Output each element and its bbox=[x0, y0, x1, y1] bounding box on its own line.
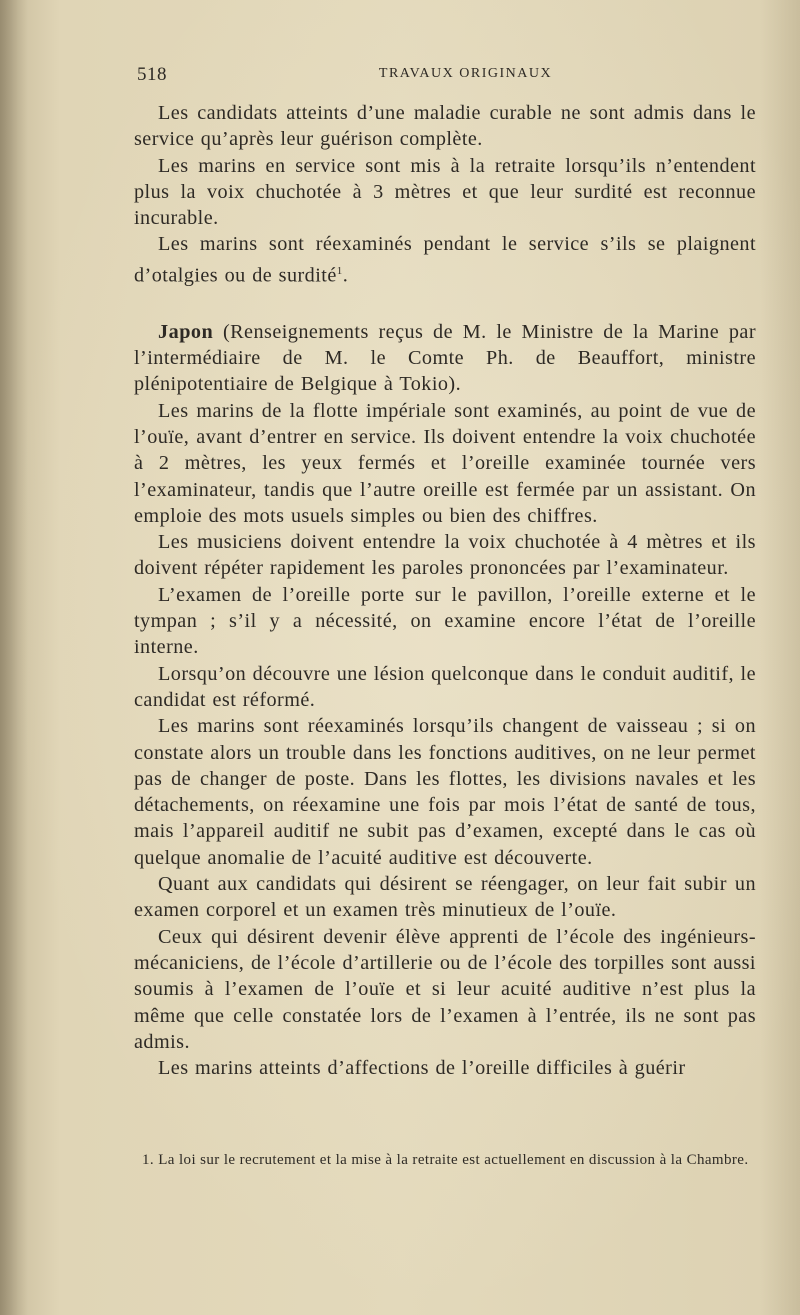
page-number: 518 bbox=[137, 64, 167, 85]
section-heading: Japon bbox=[158, 320, 214, 343]
footnote bbox=[134, 1151, 756, 1170]
running-title: TRAVAUX ORIGINAUX bbox=[378, 66, 553, 81]
paragraph: Les marins atteints d’affections de l’oreille difficiles à guérir bbox=[158, 1057, 686, 1080]
paragraph: Les candidats atteints d’une maladie curable ne sont admis dans le service qu’après leur guérison complète. bbox=[134, 102, 756, 151]
paragraph: Lorsqu’on découvre une lésion quelconque dans le conduit auditif, le candidat est réformé. bbox=[134, 662, 756, 711]
page-header bbox=[137, 64, 754, 90]
paragraph-text: Les marins sont réexaminés pendant le service s’ils se plaignent d’otalgies ou de surdité bbox=[134, 233, 756, 287]
body-text bbox=[134, 100, 756, 1081]
footnote-reference: 1 bbox=[336, 264, 343, 277]
paragraph: Ceux qui désirent devenir élève apprenti de l’école des ingénieurs-mécaniciens, de l’école d’artillerie ou de l’école des torpilles sont aussi soumis à l’examen de l’ouïe et si leur acuité auditive n’est plus la même que celle constatée lors de l’examen à l’entrée, ils ne sont pas admis. bbox=[134, 925, 756, 1053]
paragraph-japon bbox=[134, 319, 756, 398]
paragraph: Quant aux candidats qui désirent se réengager, on leur fait subir un examen corporel et un examen très minutieux de l’ouïe. bbox=[134, 873, 756, 922]
paragraph: Les marins de la flotte impériale sont examinés, au point de vue de l’ouïe, avant d’entrer en service. Ils doivent entendre la voix chuchotée à 2 mètres, les yeux fermés et l’oreille examinée tournée vers l’examinateur, tandis que l’autre oreille est fermée par un assistant. On emploie des mots usuels simples ou bien des chiffres. bbox=[134, 399, 756, 527]
footnote-number: 1. bbox=[142, 1152, 155, 1168]
paragraph: Les marins en service sont mis à la retraite lorsqu’ils n’entendent plus la voix chuchotée à 3 mètres et que leur surdité est reconnue incurable. bbox=[134, 154, 756, 230]
paragraph-text: (Renseignements reçus de M. le Ministre de la Marine par l’intermédiaire de M. le Comte Ph. de Beauffort, ministre plénipotentiaire de Belgique à Tokio). bbox=[134, 320, 756, 396]
paragraph: Les musiciens doivent entendre la voix chuchotée à 4 mètres et ils doivent répéter rapidement les paroles prononcées par l’examinateur. bbox=[134, 531, 756, 580]
footnote-text: La loi sur le recrutement et la mise à la retraite est actuellement en discussion à la Chambre. bbox=[158, 1152, 749, 1168]
paragraph: Les marins sont réexaminés lorsqu’ils changent de vaisseau ; si on constate alors un trouble dans les fonctions auditives, on ne leur permet pas de changer de poste. Dans les flottes, les divisions navales et les détachements, on réexamine une fois par mois l’état de santé de tous, mais l’appareil auditif ne subit pas d’examen, excepté dans le cas où quelque anomalie de l’acuité auditive est découverte. bbox=[134, 715, 756, 869]
spine-shadow bbox=[0, 0, 28, 1315]
paragraph: L’examen de l’oreille porte sur le pavillon, l’oreille externe et le tympan ; s’il y a nécessité, on examine encore l’état de l’oreille interne. bbox=[134, 583, 756, 659]
paragraph bbox=[134, 231, 756, 288]
paragraph-tail: . bbox=[342, 264, 349, 287]
